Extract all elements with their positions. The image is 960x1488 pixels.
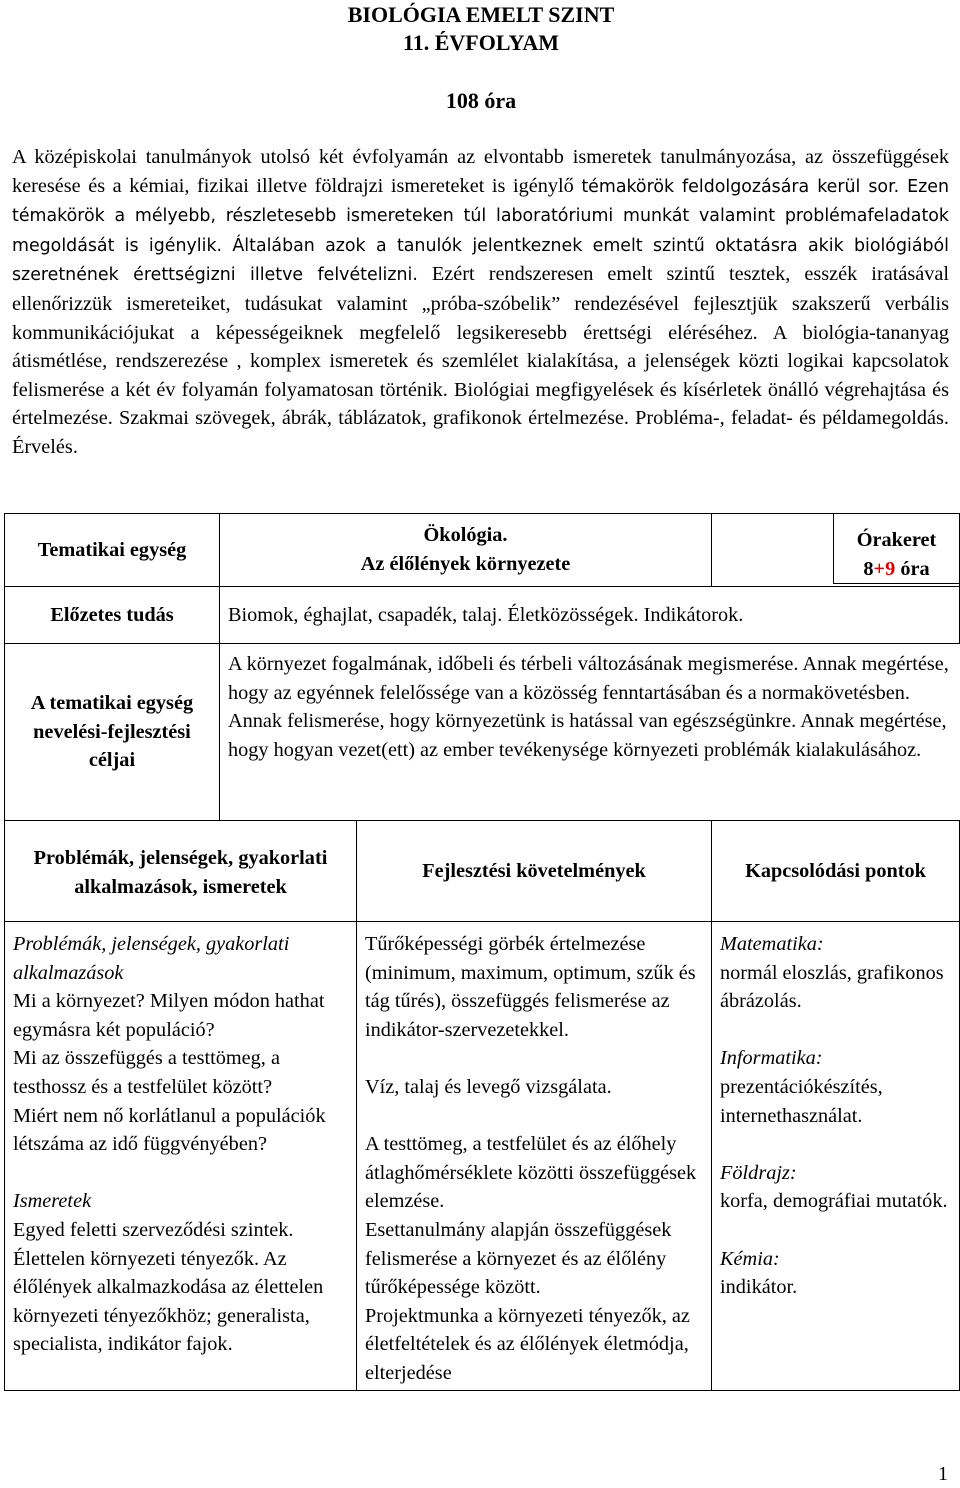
col3-link-4: [720, 1245, 953, 1302]
table-row: [5, 644, 960, 821]
intro-text-3: Ezért rendszeresen emelt szintű tesztek, esszék iratásával ellenőrizzük ismereteiket, tudásukat valamint „próba-szóbelik” rendezésével fejlesztjük szakszerű verbális kommunikációjukat a képességeiknek megfelelő legsikeresebb érettségi eléréséhez. A biológia-tananyag átismétlése, rendszerezése , komplex ismeretek és szemlélet kialakítása, a jelenségek közti logikai kapcsolatok felismerése a két év folyamán folyamatosan történik. Biológiai megfigyelések és kísérletek önálló végrehajtása és értelmezése. Szakmai szövegek, ábrák, táblázatok, grafikonok értelmezése. Probléma-, feladat- és példamegoldás. Érvelés.: [12, 263, 950, 458]
table-row: [5, 922, 960, 1391]
col3-link-1-subject: Matematika:: [720, 933, 824, 955]
col2-cell: [357, 922, 712, 1391]
topic-line-1: Ökológia.: [423, 524, 508, 547]
col3-link-4-subject: Kémia:: [720, 1247, 780, 1270]
hours-base: 8: [863, 557, 874, 580]
col3-link-2-text: prezentációkészítés, internethasználat.: [720, 1075, 883, 1127]
col1-question-3: Miért nem nő korlátlanul a populációk létszáma az idő függvényében?: [13, 1104, 326, 1156]
intro-text-1: A középiskolai tanulmányok utolsó két évfolyamán az elvontabb ismeretek tanulmányozása, az összefüggések keresése és a kémiai, fizikai illetve földrajzi ismereteket is igénylő: [12, 146, 949, 197]
prior-text-cell: [220, 587, 960, 644]
col2-req-3: A testtömeg, a testfelület és az élőhely átlaghőmérséklete közötti összefüggések elemzése.: [365, 1133, 697, 1213]
intro-text-2: témakörök feldolgozására kerül sor. Ezen témakörök a mélyebb, részletesebb ismereteken túl laboratóriumi munkát valamint problémafeladatok megoldását is igénylik. Általában azok a tanulók jelentkeznek emelt szintű oktatásra akik biológiából szeretnének érettségizni illetve felvételizni.: [12, 176, 949, 286]
col1-cell: [5, 922, 357, 1391]
intro-paragraph: [12, 143, 949, 462]
col2-header: Fejlesztési követelmények: [422, 859, 646, 882]
hours-label: Órakeret: [856, 529, 937, 551]
goals-label: A tematikai egység nevelési-fejlesztési céljai: [30, 692, 194, 772]
col2-req-4: Esettanulmány alapján összefüggések felismerése a környezet és az élőlény tűrőképessége között.: [365, 1218, 672, 1299]
col1-knowledge-2: Élettelen környezeti tényezők. Az élőlények alkalmazkodása az élettelen környezeti tényezőkhöz; generalista, specialista, indikátor fajok.: [13, 1247, 324, 1356]
col3-header-cell: [712, 821, 960, 922]
topic-cell: [220, 514, 712, 587]
document-title: BIOLÓGIA EMELT SZINT: [347, 2, 615, 27]
table-row: [5, 587, 960, 644]
topic-line-2: Az élőlények környezete: [360, 553, 571, 575]
col1-knowledge-1: Egyed feletti szerveződési szintek.: [13, 1218, 294, 1241]
goals-label-cell: [5, 644, 220, 821]
col3-link-3-subject: Földrajz:: [720, 1161, 797, 1184]
col3-cell: [712, 922, 960, 1391]
table-row: [5, 821, 960, 922]
prior-label: Előzetes tudás: [50, 603, 174, 626]
hours-value: [834, 555, 959, 584]
prior-label-cell: [5, 587, 220, 644]
col3-link-2: [720, 1044, 953, 1130]
hours-title: 108 óra: [445, 88, 517, 113]
hours-cell: [712, 514, 960, 587]
col1-question-2: Mi az összefüggés a testtömeg, a testhossz és a testfelület között?: [13, 1047, 280, 1098]
goals-text: A környezet fogalmának, időbeli és térbeli változásának megismerése. Annak megértése, hogy az egyénnek felelőssége van a közösség fenntartásában és a normakövetésben. Annak felismerése, hogy környezetünk is hatással van egészségünkre. Annak megértése, hogy hogyan vezet(ett) az ember tevékenysége környezeti problémák kialakulásához.: [228, 653, 949, 761]
col3-link-2-subject: Informatika:: [720, 1047, 823, 1070]
col3-link-1: [720, 930, 953, 1016]
col2-req-1: Tűrőképességi görbék értelmezése (minimum, maximum, optimum, szűk és tág tűrés), összefüggés felismerése az indikátor-szervezetekkel.: [365, 933, 696, 1041]
col3-link-3-text: korfa, demográfiai mutatók.: [720, 1190, 948, 1213]
grade-title: 11. ÉVFOLYAM: [402, 30, 560, 55]
col3-header: Kapcsolódási pontok: [745, 859, 926, 882]
curriculum-table: [4, 513, 960, 1391]
thematic-label-cell: [5, 514, 220, 587]
hours-unit: óra: [895, 557, 930, 580]
table-row: [5, 514, 960, 587]
hours-plus: +9: [873, 557, 896, 580]
col2-header-cell: [357, 821, 712, 922]
col1-question-1: Mi a környezet? Milyen módon hathat egymásra két populáció?: [13, 990, 325, 1041]
thematic-label: Tematikai egység: [37, 538, 187, 561]
col3-link-4-text: indikátor.: [720, 1276, 798, 1299]
prior-text: Biomok, éghajlat, csapadék, talaj. Életközösségek. Indikátorok.: [228, 603, 744, 626]
page-number: 1: [938, 1463, 948, 1485]
col2-req-2: Víz, talaj és levegő vizsgálata.: [365, 1075, 612, 1098]
col1-subheading-2: Ismeretek: [13, 1190, 92, 1213]
goals-text-cell: [220, 644, 960, 821]
col1-header-cell: [5, 821, 357, 922]
col3-link-1-text: normál eloszlás, grafikonos ábrázolás.: [720, 961, 944, 1013]
col2-req-5: Projektmunka a környezeti tényezők, az életfeltételek és az élőlények életmódja, elterjedése: [365, 1304, 690, 1384]
hours-box: [833, 514, 959, 584]
col3-link-3: [720, 1159, 953, 1216]
col1-subheading-1: Problémák, jelenségek, gyakorlati alkalmazások: [13, 933, 290, 984]
col1-header: Problémák, jelenségek, gyakorlati alkalmazások, ismeretek: [33, 847, 328, 898]
